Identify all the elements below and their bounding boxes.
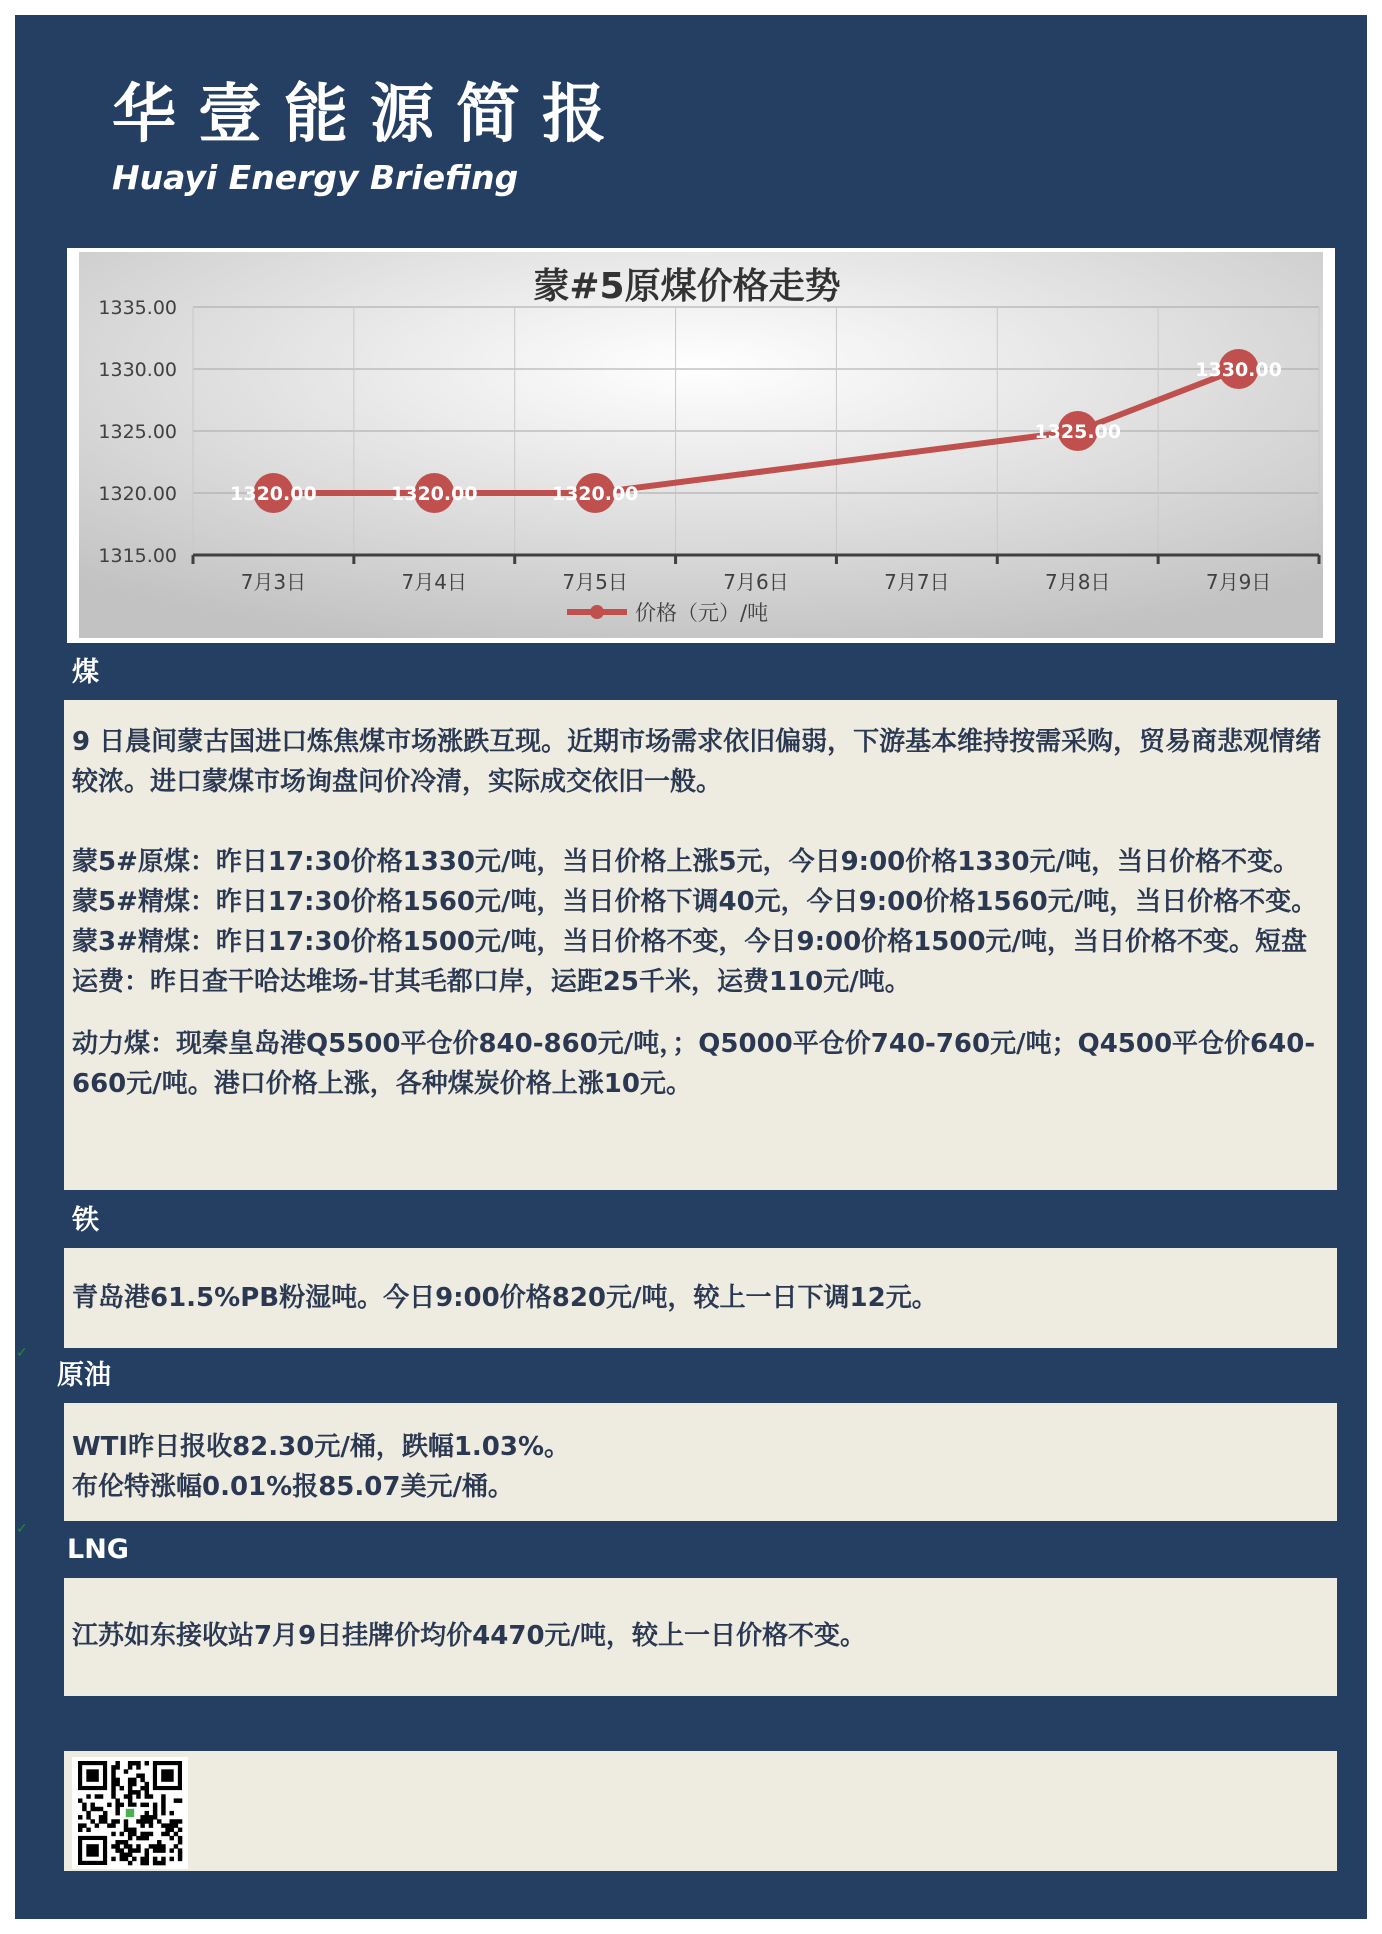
section-heading-lng: LNG [67,1534,129,1565]
qr-module [153,1844,157,1848]
crude-panel [64,1403,1337,1521]
crude-wti: WTI昨日报收82.30元/桶，跌幅1.03%。 [72,1432,571,1462]
qr-module [111,1832,115,1836]
qr-module [153,1815,157,1819]
qr-module [78,1823,82,1827]
qr-module [78,1828,82,1832]
qr-module [128,1844,132,1848]
x-tick-label: 7月5日 [562,570,628,594]
qr-module [170,1823,174,1827]
qr-module [145,1857,149,1861]
qr-module [165,1823,169,1827]
section-heading-iron: 铁 [72,1205,99,1236]
qr-module [153,1807,157,1811]
qr-module [136,1844,140,1848]
x-tick-label: 7月6日 [723,570,789,594]
qr-module [153,1803,157,1807]
qr-module [140,1832,144,1836]
qr-module [140,1836,144,1840]
qr-module [111,1857,115,1861]
qr-code-icon[interactable] [72,1757,188,1869]
qr-finder [86,1769,98,1781]
qr-module [140,1815,144,1819]
qr-module [136,1761,140,1765]
qr-module [124,1844,128,1848]
qr-module [161,1803,165,1807]
qr-module [132,1828,136,1832]
qr-module [111,1790,115,1794]
qr-module [145,1794,149,1798]
qr-finder [161,1769,173,1781]
qr-module [111,1794,115,1798]
iron-text: 青岛港61.5%PB粉湿吨。今日9:00价格820元/吨，较上一日下调12元。 [72,1283,938,1313]
qr-module [145,1848,149,1852]
qr-module [153,1857,157,1861]
data-label: 1320.00 [551,483,639,505]
qr-module [161,1807,165,1811]
qr-module [132,1761,136,1765]
qr-module [178,1798,182,1802]
price-chart [67,248,1335,643]
qr-module [161,1844,165,1848]
legend-marker-icon [590,605,604,619]
qr-module [178,1848,182,1852]
qr-module [111,1778,115,1782]
qr-module [132,1790,136,1794]
x-tick-label: 7月7日 [884,570,950,594]
y-tick-label: 1330.00 [98,359,177,381]
qr-module [170,1811,174,1815]
qr-module [153,1848,157,1852]
qr-module [124,1819,128,1823]
qr-module [140,1823,144,1827]
qr-module [145,1803,149,1807]
qr-module [115,1765,119,1769]
qr-module [124,1769,128,1773]
data-label: 1330.00 [1195,359,1282,381]
qr-module [136,1848,140,1852]
qr-module [103,1815,107,1819]
iron-panel [64,1248,1337,1348]
qr-module [136,1819,140,1823]
qr-module [128,1778,132,1782]
x-tick-label: 7月3日 [240,570,307,594]
qr-module [157,1844,161,1848]
qr-module [161,1857,165,1861]
qr-module [128,1861,132,1865]
qr-module [90,1807,94,1811]
qr-module [132,1803,136,1807]
page-title: 华壹能源简报 [112,78,628,152]
qr-module [120,1853,124,1857]
qr-module [115,1798,119,1802]
qr-module [140,1778,144,1782]
qr-module [178,1840,182,1844]
qr-module [145,1832,149,1836]
qr-module [145,1815,149,1819]
qr-module [178,1857,182,1861]
qr-module [111,1765,115,1769]
section-heading-coal: 煤 [72,657,99,688]
qr-module [140,1819,144,1823]
qr-module [115,1803,119,1807]
qr-module [128,1848,132,1852]
data-label: 1325.00 [1034,421,1121,443]
qr-module [136,1836,140,1840]
qr-module [157,1840,161,1844]
x-tick-label: 7月4日 [401,570,468,594]
lng-text: 江苏如东接收站7月9日挂牌价均价4470元/吨，较上一日价格不变。 [72,1621,867,1651]
qr-module [174,1844,178,1848]
qr-module [132,1857,136,1861]
qr-module [115,1848,119,1852]
coal-m3-clean: 蒙3#精煤：昨日17:30价格1500元/吨，当日价格不变，今日9:00价格1500元/吨，当日价格不变。短盘运费：昨日查干哈达堆场-甘其毛都口岸，运距25千米，运费110元/吨。 [72,927,1308,997]
qr-module [78,1798,82,1802]
qr-module [140,1861,144,1865]
data-label: 1320.00 [391,483,478,505]
section-heading-crude: 原油 [57,1360,111,1391]
qr-module [128,1803,132,1807]
qr-module [132,1848,136,1852]
qr-module [111,1819,115,1823]
qr-module [165,1828,169,1832]
qr-module [128,1790,132,1794]
qr-module [145,1782,149,1786]
qr-module [86,1828,90,1832]
qr-module [149,1844,153,1848]
qr-module [78,1815,82,1819]
qr-module [145,1790,149,1794]
qr-module [128,1828,132,1832]
qr-module [115,1811,119,1815]
qr-module [153,1811,157,1815]
qr-module [157,1861,161,1865]
qr-module [149,1794,153,1798]
qr-module [124,1857,128,1861]
qr-module [111,1769,115,1773]
qr-module [111,1782,115,1786]
qr-code-graphic [72,1757,188,1869]
qr-module [128,1798,132,1802]
qr-module [136,1790,140,1794]
qr-module [174,1819,178,1823]
qr-module [174,1823,178,1827]
qr-module [153,1861,157,1865]
x-tick-label: 7月9日 [1205,570,1272,594]
qr-module [136,1773,140,1777]
coal-thermal: 动力煤：现秦皇岛港Q5500平仓价840-860元/吨，；Q5000平仓价740-760元/吨；Q4500平仓价640-660元/吨。港口价格上涨，各种煤炭价格上涨10元。 [72,1029,1316,1099]
y-tick-label: 1320.00 [98,483,177,505]
qr-module [145,1861,149,1865]
qr-module [86,1815,90,1819]
crude-brent: 布伦特涨幅0.01%报85.07美元/桶。 [72,1472,514,1502]
qr-module [99,1794,103,1798]
qr-module [120,1832,124,1836]
qr-module [111,1773,115,1777]
qr-module [178,1836,182,1840]
tick-icon: ✓ [16,1521,28,1537]
qr-module [132,1778,136,1782]
qr-module [128,1761,132,1765]
qr-module [103,1819,107,1823]
qr-module [95,1807,99,1811]
qr-module [174,1832,178,1836]
qr-module [128,1832,132,1836]
qr-module [170,1857,174,1861]
qr-module [103,1811,107,1815]
qr-module [161,1832,165,1836]
qr-module [124,1794,128,1798]
qr-module [128,1836,132,1840]
qr-module [111,1823,115,1827]
qr-module [115,1807,119,1811]
qr-module [161,1823,165,1827]
qr-module [174,1798,178,1802]
qr-module [128,1853,132,1857]
qr-module [161,1798,165,1802]
qr-module [140,1857,144,1861]
qr-module [107,1823,111,1827]
qr-module [120,1786,124,1790]
qr-module [128,1782,132,1786]
qr-module [145,1853,149,1857]
chart-title: 蒙#5原煤价格走势 [533,266,841,307]
qr-module [140,1773,144,1777]
qr-module [157,1848,161,1852]
qr-module [82,1807,86,1811]
qr-module [136,1794,140,1798]
qr-module [145,1836,149,1840]
qr-module [161,1794,165,1798]
qr-module [140,1786,144,1790]
qr-module [99,1815,103,1819]
qr-module [120,1840,124,1844]
qr-module [82,1803,86,1807]
qr-module [170,1828,174,1832]
qr-module [178,1828,182,1832]
page-subtitle: Huayi Energy Briefing [112,158,519,197]
qr-module [90,1819,94,1823]
qr-module [161,1861,165,1865]
qr-module [86,1794,90,1798]
qr-module [157,1819,161,1823]
qr-module [170,1836,174,1840]
qr-module [107,1803,111,1807]
qr-module [136,1765,140,1769]
coal-intro: 9 日晨间蒙古国进口炼焦煤市场涨跌互现。近期市场需求依旧偏弱，下游基本维持按需采购，贸易商悲观情绪较浓。进口蒙煤市场询盘问价冷清，实际成交依旧一般。 [72,727,1322,797]
qr-module [115,1819,119,1823]
qr-module [115,1761,119,1765]
qr-module [124,1840,128,1844]
qr-module [95,1823,99,1827]
qr-module [124,1853,128,1857]
qr-module [115,1844,119,1848]
footer-panel [64,1751,1337,1871]
qr-module [120,1803,124,1807]
qr-module [90,1803,94,1807]
qr-module [111,1786,115,1790]
qr-module [115,1782,119,1786]
qr-module [128,1765,132,1769]
qr-module [124,1828,128,1832]
qr-module [161,1811,165,1815]
qr-module [178,1853,182,1857]
lng-panel [64,1578,1337,1696]
qr-module [132,1782,136,1786]
legend-label: 价格（元）/吨 [635,601,769,625]
tick-icon: ✓ [16,1345,28,1361]
qr-module [86,1811,90,1815]
x-tick-label: 7月8日 [1044,570,1111,594]
qr-module [120,1857,124,1861]
qr-module [140,1803,144,1807]
qr-module [145,1819,149,1823]
coal-panel [64,700,1337,1190]
qr-module [170,1819,174,1823]
y-tick-label: 1325.00 [98,421,177,443]
qr-module [82,1823,86,1827]
qr-module [145,1761,149,1765]
qr-module [170,1848,174,1852]
price-chart-svg [67,248,1335,643]
qr-module [99,1819,103,1823]
coal-m5-raw: 蒙5#原煤：昨日17:30价格1330元/吨，当日价格上涨5元，今日9:00价格1330元/吨，当日价格不变。 [72,847,1300,877]
qr-module [161,1848,165,1852]
qr-module [145,1811,149,1815]
qr-module [120,1848,124,1852]
qr-module [165,1832,169,1836]
qr-module [124,1823,128,1827]
qr-module [95,1794,99,1798]
qr-logo-icon [126,1809,134,1817]
y-tick-label: 1315.00 [98,545,177,567]
data-label: 1320.00 [230,483,317,505]
qr-module [99,1807,103,1811]
qr-module [178,1819,182,1823]
qr-module [128,1786,132,1790]
qr-module [115,1778,119,1782]
qr-module [149,1832,153,1836]
qr-module [149,1823,153,1827]
qr-finder [86,1844,98,1856]
y-tick-label: 1335.00 [98,297,177,319]
coal-m5-clean: 蒙5#精煤：昨日17:30价格1560元/吨，当日价格下调40元，今日9:00价格1560元/吨，当日价格不变。 [72,887,1318,917]
qr-module [149,1819,153,1823]
qr-module [115,1840,119,1844]
qr-module [128,1794,132,1798]
qr-module [145,1786,149,1790]
qr-module [149,1815,153,1819]
qr-module [111,1844,115,1848]
qr-module [132,1832,136,1836]
